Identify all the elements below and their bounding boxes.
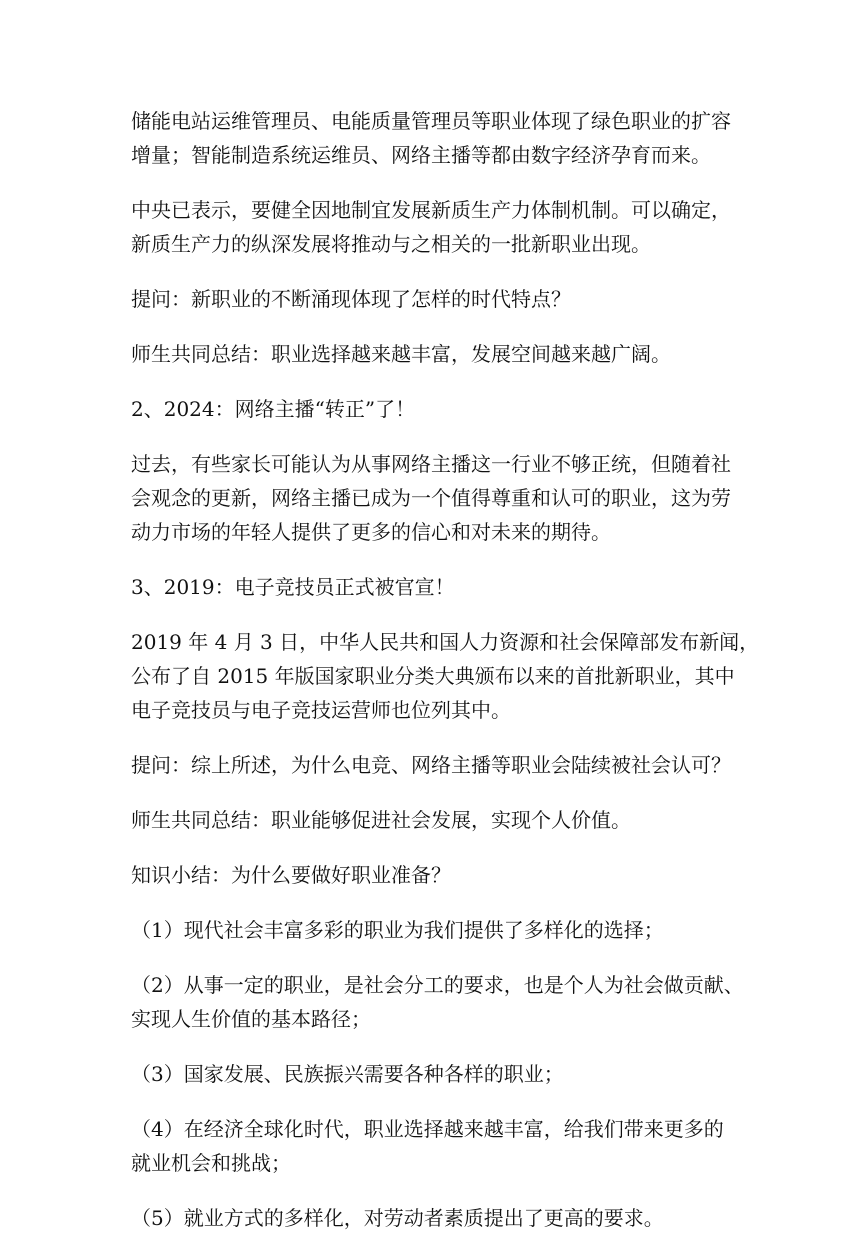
paragraph-green-digital-jobs	[131, 104, 735, 172]
text-line: 知识小结：为什么要做好职业准备？	[131, 863, 451, 887]
text-line: 会观念的更新，网络主播已成为一个值得尊重和认可的职业，这为劳	[131, 486, 731, 510]
text-line: 提问：新职业的不断涌现体现了怎样的时代特点？	[131, 287, 571, 311]
text-line: 师生共同总结：职业选择越来越丰富，发展空间越来越广阔。	[131, 342, 671, 366]
text-line: 提问：综上所述，为什么电竞、网络主播等职业会陆续被社会认可？	[131, 753, 731, 777]
text-line: 电子竞技员与电子竞技运营师也位列其中。	[131, 698, 511, 722]
text-line: 2019 年 4 月 3 日，中华人民共和国人力资源和社会保障部发布新闻，	[131, 630, 760, 654]
summary-point-3	[131, 1057, 735, 1091]
document-content	[131, 104, 760, 1255]
summary-point-2	[131, 968, 744, 1036]
text-line: 过去，有些家长可能认为从事网络主播这一行业不够正统，但随着社	[131, 452, 731, 476]
summary-point-4	[131, 1112, 735, 1180]
text-line: 2、2024：网络主播“转正”了！	[131, 397, 416, 421]
heading-2024-streamer	[131, 392, 735, 426]
summary-point-5	[131, 1201, 735, 1235]
knowledge-summary-heading	[131, 858, 735, 892]
heading-2019-esports	[131, 570, 735, 604]
summary-personal-value	[131, 803, 735, 837]
text-line: （4）在经济全球化时代，职业选择越来越丰富，给我们带来更多的	[131, 1117, 724, 1141]
summary-career-choice	[131, 337, 735, 371]
text-line: 公布了自 2015 年版国家职业分类大典颁布以来的首批新职业，其中	[131, 664, 735, 688]
question-social-recognition	[131, 748, 735, 782]
paragraph-new-productivity	[131, 193, 735, 261]
text-line: （1）现代社会丰富多彩的职业为我们提供了多样化的选择；	[131, 918, 664, 942]
question-era-features	[131, 282, 735, 316]
text-line: 实现人生价值的基本路径；	[131, 1007, 371, 1031]
text-line: （3）国家发展、民族振兴需要各种各样的职业；	[131, 1062, 564, 1086]
text-line: 就业机会和挑战；	[131, 1151, 291, 1175]
text-line: （5）就业方式的多样化，对劳动者素质提出了更高的要求。	[131, 1206, 664, 1230]
summary-point-1	[131, 913, 735, 947]
text-line: （2）从事一定的职业，是社会分工的要求，也是个人为社会做贡献、	[131, 973, 744, 997]
text-line: 中央已表示，要健全因地制宜发展新质生产力体制机制。可以确定，	[131, 198, 731, 222]
paragraph-esports-announcement	[131, 625, 760, 727]
text-line: 师生共同总结：职业能够促进社会发展，实现个人价值。	[131, 808, 631, 832]
paragraph-streamer-recognition	[131, 447, 735, 549]
text-line: 3、2019：电子竞技员正式被官宣！	[131, 575, 455, 599]
text-line: 增量；智能制造系统运维员、网络主播等都由数字经济孕育而来。	[131, 143, 711, 167]
text-line: 动力市场的年轻人提供了更多的信心和对未来的期待。	[131, 520, 611, 544]
text-line: 储能电站运维管理员、电能质量管理员等职业体现了绿色职业的扩容	[131, 109, 731, 133]
text-line: 新质生产力的纵深发展将推动与之相关的一批新职业出现。	[131, 232, 651, 256]
